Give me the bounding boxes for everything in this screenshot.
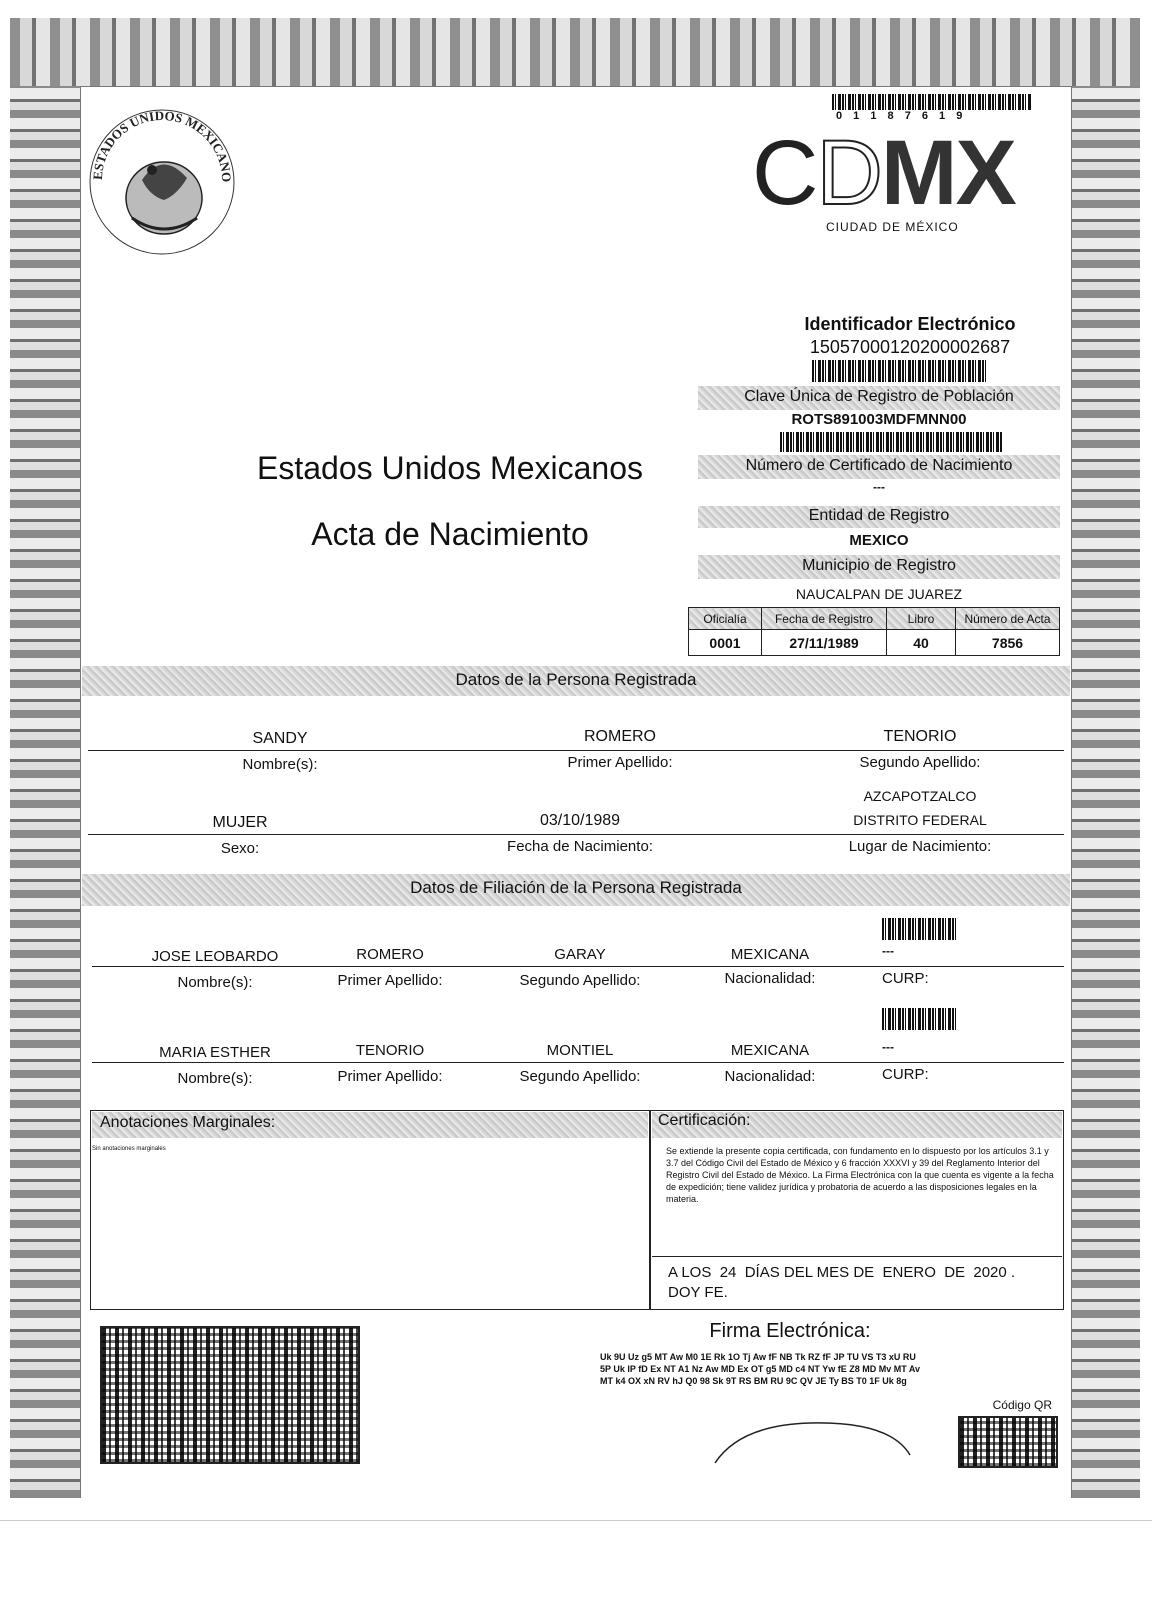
entity-value: MEXICO <box>849 532 909 549</box>
parent1-first-surname-label: Primer Apellido: <box>337 972 443 989</box>
parent2-curp-label: CURP: <box>882 1066 929 1083</box>
registry-value-libro: 40 <box>887 630 956 656</box>
person-names-rule <box>88 750 1064 751</box>
person-sex-label: Sexo: <box>220 840 260 857</box>
municipality-label: Municipio de Registro <box>802 557 956 574</box>
certification-divider <box>652 1256 1062 1257</box>
certification-closing: DOY FE. <box>668 1284 728 1301</box>
qr-code-right <box>958 1416 1058 1468</box>
parent1-curp: --- <box>882 944 894 958</box>
person-second-surname: TENORIO <box>883 728 957 745</box>
cdmx-logo <box>752 122 1052 224</box>
signature-line3: MT k4 OX xN RV hJ Q0 98 Sk 9T RS BM RU 9C QV JE Ty BS T0 1F Uk 8g <box>600 1376 907 1386</box>
annotations-content: Sin anotaciones marginales <box>92 1146 166 1152</box>
registry-value-fecha: 27/11/1989 <box>762 630 887 656</box>
curp-barcode <box>780 432 1002 452</box>
person-birth-date-label: Fecha de Nacimiento: <box>507 838 653 855</box>
decorative-border-right <box>1070 86 1140 1498</box>
parent2-curp-barcode <box>882 1008 958 1030</box>
birth-place-line1: AZCAPOTZALCO <box>863 788 977 804</box>
parent1-second-surname: GARAY <box>554 946 606 963</box>
signature-line1: Uk 9U Uz g5 MT Aw M0 1E Rk 1O Tj Aw fF NB Tk RZ fF JP TU VS T3 xU RU <box>600 1352 916 1362</box>
logo-letter-c: C <box>752 122 817 224</box>
person-names-label: Nombre(s): <box>242 756 318 773</box>
registry-table-header-row <box>689 608 1060 630</box>
person-second-surname-label: Segundo Apellido: <box>859 754 981 771</box>
registry-value-oficialia: 0001 <box>689 630 762 656</box>
parent2-second-surname: MONTIEL <box>546 1042 614 1059</box>
parent1-names-label: Nombre(s): <box>177 974 253 991</box>
parent1-curp-barcode <box>882 918 958 940</box>
parent1-nationality: MEXICANA <box>730 946 810 963</box>
qr-label: Código QR <box>992 1398 1052 1412</box>
qr-code-left <box>100 1326 360 1464</box>
parent2-names-label: Nombre(s): <box>177 1070 253 1087</box>
serial-barcode <box>832 94 1032 110</box>
page-bottom-margin <box>10 1498 1140 1600</box>
parent2-nationality: MEXICANA <box>730 1042 810 1059</box>
parent2-first-surname: TENORIO <box>355 1042 425 1059</box>
parent1-curp-label: CURP: <box>882 970 929 987</box>
person-first-surname: ROMERO <box>584 728 656 745</box>
registry-value-numero-acta: 7856 <box>956 630 1060 656</box>
parent1-nationality-label: Nacionalidad: <box>724 970 816 987</box>
seal-text: ESTADOS UNIDOS MEXICANO <box>89 107 235 183</box>
curp-value: ROTS891003MDFMNN00 <box>791 411 967 428</box>
birth-place-line2: DISTRITO FEDERAL <box>853 812 987 828</box>
registry-header-numero-acta: Número de Acta <box>956 608 1060 630</box>
page-edge-line <box>0 1520 1152 1521</box>
parent2-second-surname-label: Segundo Apellido: <box>519 1068 641 1085</box>
document-title: Acta de Nacimiento <box>311 516 589 552</box>
certification-title: Certificación: <box>658 1112 751 1129</box>
person-birth-date: 03/10/1989 <box>539 812 621 829</box>
electronic-id-value: 15057000120200002687 <box>809 337 1011 357</box>
person-sex: MUJER <box>212 814 268 831</box>
parent1-first-surname: ROMERO <box>356 946 424 963</box>
certification-text: Se extiende la presente copia certificada, con fundamento en lo dispuesto por los artículos 3.1 y 3.7 del Código Civil del Estado de México y 6 fracción XXXVI y 39 del Reglamento Interior del Registro Civil del Estado de México. La Firma Electrónica con la que cuenta es vigente a la fecha de expedición; tiene validez jurídica y probatoria de acuerdo a las disposiciones legales en la materia. <box>666 1146 1054 1204</box>
eagle-seal-icon <box>82 100 242 260</box>
country-title: Estados Unidos Mexicanos <box>257 450 643 486</box>
birth-cert-value: --- <box>873 480 885 494</box>
handwritten-signature <box>700 1415 920 1470</box>
parent2-first-surname-label: Primer Apellido: <box>337 1068 443 1085</box>
certification-date-line: A LOS 24 DÍAS DEL MES DE ENERO DE 2020 . <box>668 1264 1016 1281</box>
parent1-rule <box>92 966 1064 967</box>
logo-letters-mx: MX <box>880 122 1015 224</box>
registry-table <box>688 607 1060 656</box>
registry-header-libro: Libro <box>887 608 956 630</box>
person-details-rule <box>88 834 1064 835</box>
serial-number: 0 1 1 8 7 6 1 9 <box>836 110 967 122</box>
registry-header-oficialia: Oficialía <box>689 608 762 630</box>
parent2-nationality-label: Nacionalidad: <box>724 1068 816 1085</box>
decorative-border-left <box>10 86 80 1498</box>
national-seal <box>82 100 242 260</box>
municipality-value: NAUCALPAN DE JUAREZ <box>795 586 963 602</box>
annotations-box <box>90 1110 650 1310</box>
parent1-names: JOSE LEOBARDO <box>151 948 279 965</box>
parent1-second-surname-label: Segundo Apellido: <box>519 972 641 989</box>
signature-line2: 5P Uk IP fD Ex NT A1 Nz Aw MD Ex OT g5 MD c4 NT Yw fE Z8 MD Mv MT Av <box>600 1364 921 1374</box>
entity-label: Entidad de Registro <box>808 507 950 524</box>
person-first-surname-label: Primer Apellido: <box>567 754 673 771</box>
person-names: SANDY <box>252 730 308 747</box>
registry-header-fecha: Fecha de Registro <box>762 608 887 630</box>
annotations-title: Anotaciones Marginales: <box>100 1114 276 1131</box>
logo-subtitle: CIUDAD DE MÉXICO <box>826 220 959 234</box>
parent2-rule <box>92 1062 1064 1063</box>
birth-cert-label: Número de Certificado de Nacimiento <box>745 457 1013 474</box>
logo-letter-d: D <box>816 122 881 224</box>
filiation-title: Datos de Filiación de la Persona Registrada <box>410 878 742 897</box>
electronic-id-label: Identificador Electrónico <box>804 314 1016 334</box>
registry-table-value-row <box>689 630 1060 656</box>
parent2-curp: --- <box>882 1040 894 1054</box>
curp-label: Clave Única de Registro de Población <box>744 388 1014 405</box>
decorative-border-top <box>10 18 1140 86</box>
signature-title: Firma Electrónica: <box>709 1320 871 1342</box>
parent2-names: MARIA ESTHER <box>159 1044 271 1061</box>
person-birth-place-label: Lugar de Nacimiento: <box>848 838 992 855</box>
registered-person-title: Datos de la Persona Registrada <box>455 670 697 689</box>
electronic-id-barcode <box>812 360 988 382</box>
